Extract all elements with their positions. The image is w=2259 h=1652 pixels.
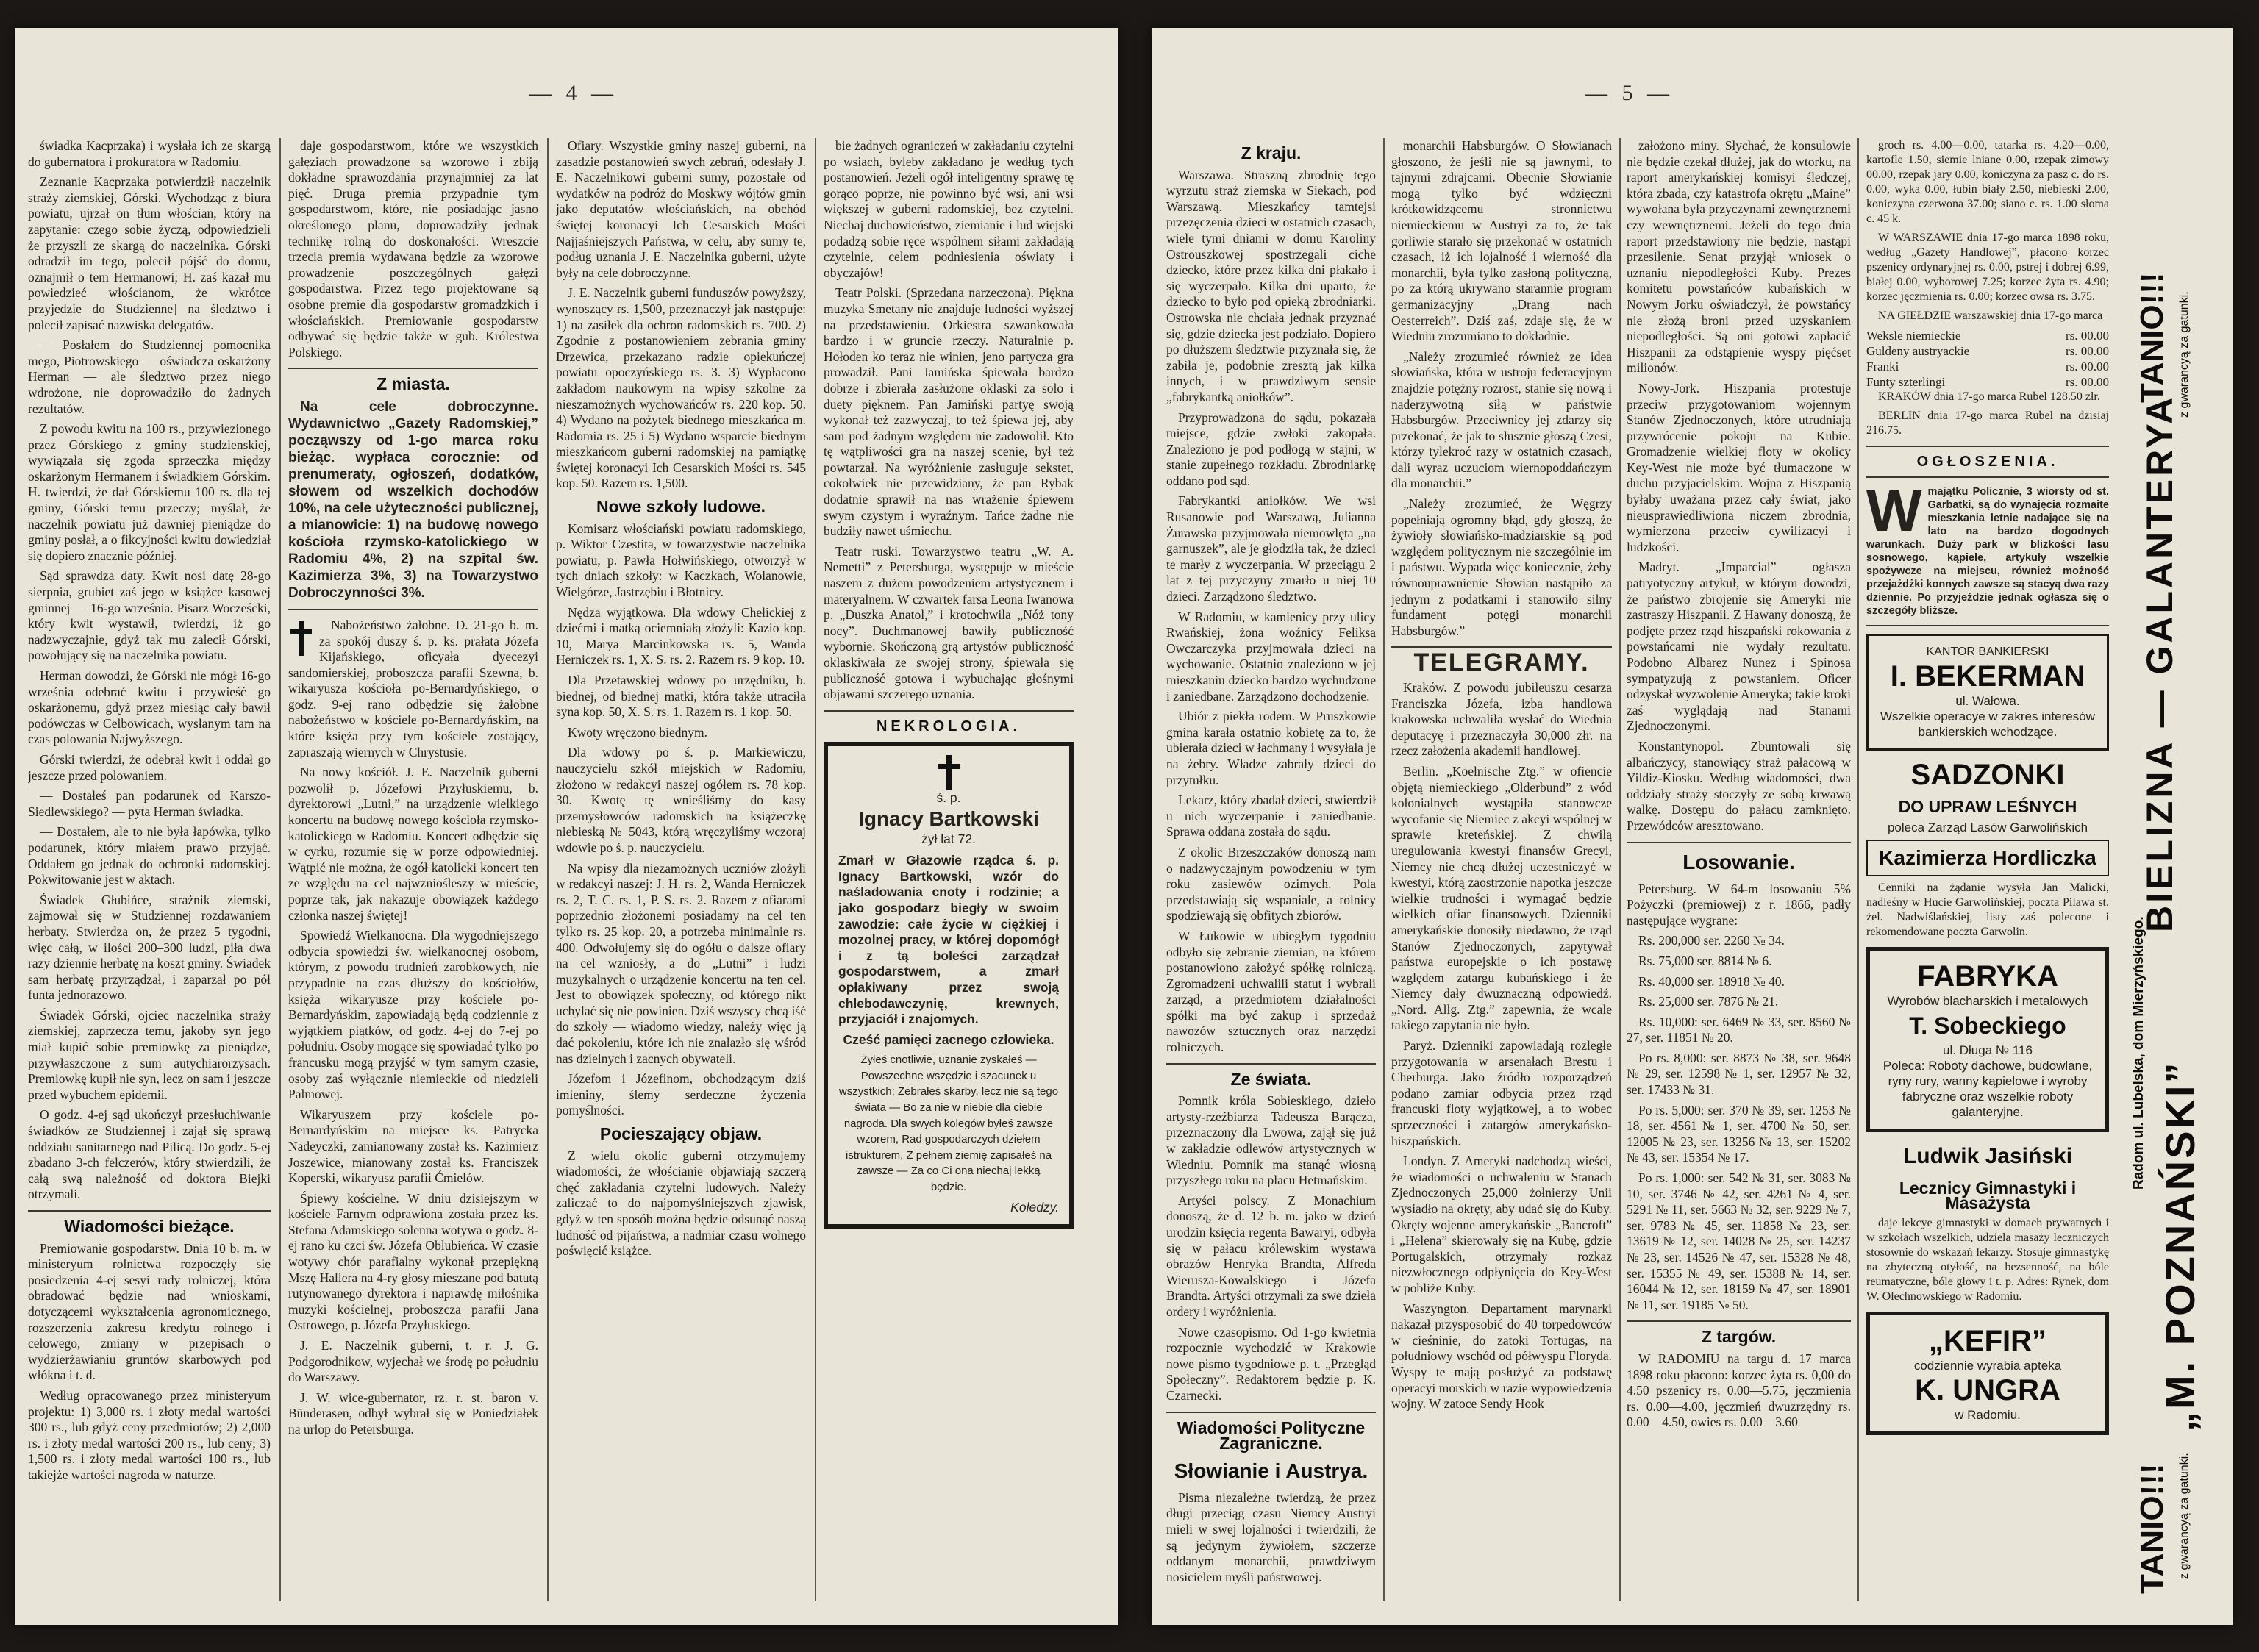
vertical-guarantee-top: z gwarancyą za gatunki.	[2178, 291, 2191, 418]
ad-sobecki-text: Poleca: Roboty dachowe, budowlane, ryny rury, wanny kąpielowe i wyroby fabryczne oraz wszelkie roboty galanteryjne.	[1882, 1059, 2093, 1119]
paragraph: Artyści polscy. Z Monachium donoszą, że d. 12 b. m. jako w dzień urodzin księcia regenta Bawaryi, odbyła się w pałacu królewskim wystawa obrazów Henryka Brandta, Alfreda Wierusza-Kowalskiego i Józefa Brandta. Artyści otrzymali za swe dzieła ordery i wyróżnienia.	[1166, 1192, 1376, 1319]
ad-sadzonki-text: poleca Zarząd Lasów Garwolińskich	[1887, 820, 2088, 834]
ad-sadzonki-text2: Cenniki na żądanie wysyła Jan Malicki, nadleśny w Hucie Garwolińskiej, poczta Pilawa st. żel. Nadwiślańskiej, listy zaś polecone i rekomendowane poczta Garwolin.	[1866, 882, 2109, 938]
obituary-cross	[838, 755, 1059, 790]
ad-kefir-name: K. UNGRA	[1915, 1374, 2060, 1406]
market-quotes: groch rs. 4.00—0.00, tatarka rs. 4.20—0.00, kartofle 1.50, siemie lniane 0.00, rzepak zimowy 00.00, rzepak jary 0.00, koniczyna za pasz c. do rs. 0.00, wyka 0.00, łubin biały 2.50, niebieski 2.00, koniczyna czerwona 37.00; siano c. rs. 1.00 słoma c. 45 k.	[1866, 139, 2109, 225]
exchange-title: NA GIEŁDZIE warszawskiej dnia 17-go marca	[1878, 310, 2103, 322]
paragraph: Na wpisy dla niezamożnych uczniów złożyli w redakcyi naszej: J. H. rs. 2, Wanda Herniczek rs. 2, T. C. rs. 1, P. S. rs. 2. Razem z ofiarami poprzednio złożonemi posiadamy na cel ten tylko rs. 25 kop. 20, a potrzeba minimalnie rs. 400. Odwołujemy się do ogółu o dalsze ofiary na cel wzniosły, a do „Lutni” i ludzi muzykalnych o urządzenie koncertu na ten cel. Jest to obowiązek społeczny, od którego nikt uchylać się nie powinien. Dziś wszyscy chcą iść do szkoły — wiadomo wiedzy, należy więc ją dać pokoleniu, które ich nie znalazło się wśród nas dzielnych i zacnych obywateli.	[556, 860, 806, 1066]
losowanie-row: Rs. 25,000 ser. 7876 № 21.	[1638, 994, 1779, 1009]
paragraph: Herman dowodzi, że Górski nie mógł 16-go września odebrać kwitu i przywieść go oskarżonemu, gdyż przez miesiąc cały bawił podówczas w Celbowicach, wysłanym tam na czas polowania Najwyższego.	[28, 668, 271, 747]
losowanie-title: Losowanie.	[1682, 850, 1795, 873]
vertical-tanio-bottom: TANIO!!!	[2134, 1463, 2170, 1594]
vertical-tanio-top: TANIO!!!	[2134, 272, 2170, 403]
paragraph: — Dostałem, ale to nie była łapówka, tylko podarunek, który miałem prawo przyjąć. Oddałem go jednak do ochronki radomskiej. Pokwitowanie jest w aktach.	[28, 824, 271, 887]
warsaw-quotes: W WARSZAWIE dnia 17-go marca 1898 roku, według „Gazety Handlowej”, płacono korzec pszenicy ordynaryjnej rs. 0.00, pstrej i dobrej 6.99, białej 0.00, wyborowej 7.25; korzec żyta rs. 4.90; korzec jęczmienia rs. 0.00; korzec owsa rs. 3.75.	[1866, 232, 2109, 303]
paragraph: Teatr ruski. Towarzystwo teatru „W. A. Nemetti” z Petersburga, występuje w mieście naszem z dużem powodzeniem artystycznem i materyalnem. W czwartek farsa Leona Iwanowa p. „Duszka Anatol,” i krotochwila „Nóż tony nocy”. Duchmanowej bawiły publiczność wybornie. Skończoną grą artystów publiczność oklaskiwała ze swojej strony, śpiewała się publiczność gotowa i wybuchając głośnymi objawami szczerego uznania.	[824, 543, 1074, 702]
ad-bekerman-address: ul. Wałowa.	[1955, 694, 2020, 708]
obituary-farewell: Cześć pamięci zacnego człowieka.	[843, 1031, 1054, 1047]
paragraph: Nędza wyjątkowa. Dla wdowy Chełickiej z dziećmi i matką ociemniałą złożyli: Kazio kop. 10, Marya Marcinkowska rs. 5, Wanda Herniczek rs. 1, X. S. rs. 2. Razem rs. 9 kop. 10.	[556, 604, 806, 668]
ad-policznie-text: majątku Policznie, 3 wiorsty od st. Garbatki, są do wynajęcia rozmaite mieszkania letnie nadające się na lato na bardzo dogodnych warunkach. Duży park w blizkości lasu sosnowego, kąpiele, artykuły wszelkie spożywcze na miejscu, również możność przejażdżki konnych zawsze są stacyą dwa razy dziennie. Po przyjeździe jednak ogłasza się o szczegóły bliższe.	[1866, 486, 2109, 617]
paragraph: daje gospodarstwom, które we wszystkich gałęziach prowadzone są wzorowo i zbiją dokładne sprawozdania przynajmniej za lat pięć. Druga premia przypadnie tym gospodarstwom, które, nie posiadając jasno określonego planu, doprowadziły jednak technikę rolną do doskonałości. Wreszcie trzecia premia wydawana będzie za wzorowe prowadzenie poszczególnych gałęzi gospodarstwa. Przez tego projektowane są osobne premie dla gospodarstw gromadzkich i włościańskich. Premiowanie gospodarstw odbywać się będzie także w gub. Królestwa Polskiego.	[288, 138, 538, 360]
paragraph: J. W. wice-gubernator, rz. r. st. baron v. Bünderasen, odbył wybrał się w Poniedziałek na urlop do Petersburga.	[288, 1390, 538, 1437]
paragraph: — Dostałeś pan podarunek od Karszo-Siedlewskiego? — pyta Herman świadka.	[28, 788, 271, 819]
paragraph: Zeznanie Kacprzaka potwierdził naczelnik straży ziemskiej, Górski. Wychodząc z biura powiatu, ujrzał on tłum włościan, który na zapytanie: czego sobie życzą, odpowiedzieli że przyszli ze skargą do naczelnika. Górski odradził im tego, polecił pójść do domu, oznajmił o tem Hermanowi; H. zaś kazał mu powiedzieć włościanom, że wkrótce przyjedzie do Studzienne] na śledztwo i polecił zapisać nazwiska delegatów.	[28, 174, 271, 332]
cross-icon	[288, 621, 313, 656]
losowanie-row: Po rs. 5,000: ser. 370 № 39, ser. 1253 № 18, ser. 4561 № 1, ser. 4700 № 50, ser. 12005 № 23, ser. 13256 № 13, ser. 15202 № 43, ser. 15354 № 17.	[1627, 1102, 1851, 1165]
paragraph: Z okolic Brzeszczaków donoszą nam o nadzwyczajnym powodzeniu w tym roku zasiewów ozimych. Pola przedstawiają się wspaniale, a rolnicy spodziewają się obfitych zbiorów.	[1166, 844, 1376, 923]
exchange-label: Franki	[1866, 360, 1899, 373]
paragraph: Kwoty wręczono biednym.	[568, 724, 708, 740]
paragraph: świadka Kacprzaka) i wysłała ich ze skargą do gubernatora i prokuratora w Radomiu.	[28, 138, 271, 169]
section-title: Wiadomości Polityczne Zagraniczne.	[1177, 1417, 1366, 1453]
column-rule	[1383, 138, 1385, 1601]
ad-kefir-sub: codziennie wyrabia apteka	[1913, 1359, 2062, 1373]
paragraph: Ubiór z piekła rodem. W Pruszkowie gmina karała ostatnio kobietę za to, że ubierała dzieci w łachmany i wysyłała je na żebry. Władze zabrały dzieci do przytułku.	[1166, 709, 1376, 787]
vertical-guarantee-bottom: z gwarancyą za gatunki.	[2178, 1453, 2191, 1579]
left-column-4	[824, 138, 1074, 1601]
paragraph: bie żadnych ograniczeń w zakładaniu czytelni po wsiach, byleby zakładano je według tych postanowień. Jeżeli ogół inteligentny sprawę tę gorąco poprze, nie powinno być wsi, ani wsi większej w guberni radomskiej, bez czytelni. Niechaj duchowieństwo, ziemianie i lud wiejski podadzą sobie ręce wspólnem siłami zakładają czytelnie, celem podniesienia oświaty i obyczajów!	[824, 138, 1074, 280]
divider	[1627, 1320, 1851, 1322]
left-column-3	[556, 138, 806, 1601]
left-column-1	[28, 138, 271, 1601]
paragraph: Nowy-Jork. Hiszpania protestuje przeciw przygotowaniom wojennym Stanów Zjednoczonych, które utrudniają przywrócenie pokoju na Kubie. Gromadzenie wielkiej floty w okolicy Key-West nie może być tłumaczone w duchu przyjacielskim. Wojna z Hiszpanią byłaby uważana przez cały świat, jako nieusprawiedliwiona niczem zbrodnia, wymierzona przeciw cywilizacyi i ludzkości.	[1627, 380, 1851, 554]
ad-kefir-city: w Radomiu.	[1955, 1408, 2021, 1422]
divider	[1166, 1063, 1376, 1065]
exchange-value: rs. 00.00	[2065, 360, 2109, 373]
losowanie-row: Rs. 75,000 ser. 8814 № 6.	[1638, 953, 1772, 968]
section-title: Nowe szkoły ludowe.	[596, 497, 766, 517]
exchange-row	[1866, 374, 2109, 390]
paragraph: Komisarz włościański powiatu radomskiego, p. Wiktor Czestita, w towarzystwie naczelnika powiatu, p. Pawła Hołwińskiego, otworzył w tych dniach szkoły: w Kaczkach, Wolanowie, Wielgórze, Jastrzębiu i Błotnicy.	[556, 521, 806, 600]
obituary-age: żył lat 72.	[921, 831, 976, 846]
divider	[28, 1210, 271, 1212]
ad-sadzonki-name: Kazimierza Hordliczka	[1866, 840, 2109, 876]
page-number-right: — 5 —	[1585, 81, 1674, 105]
paragraph: Z powodu kwitu na 100 rs., przywiezionego przez Górskiego z gminy studzienskiej, wywiązała się zgoda sprzeczka między oskarżonym Hermanem i świadkiem Górskim. H. twierdzi, że dał Górskiemu 100 rs. dla tej gminy, Górski temu przeczy; myślał, że naczelnik powiatu już dawniej pieniądze do gminy posłał, a o fikcyjności kwitu dowiedział się dopiero znacznie później.	[28, 421, 271, 563]
column-rule	[815, 138, 816, 1601]
paragraph: Świadek Głubińce, strażnik ziemski, zajmował się w Studziennej rozdawaniem herbaty. Stwierdza on, że przez 5 tygodni, więc całą, w ilości 200–300 ludzi, piła dwa razy dziennie herbatę na koszt gminy. Świadek sam herbatę przyrządzał, i zaparzał po pół funta jednorazowo.	[28, 892, 271, 1003]
paragraph: Śpiewy kościelne. W dniu dzisiejszym w kościele Farnym odprawiona została przez ks. Stefana Adamskiego solenna wotywa o godz. 8-ej rano ku czci św. Józefa Oblubieńca. W czasie wotywy chór parafialny wykonał przepiękną Mszę Hallera na 4-ry głosy mieszane pod batutą rutynowanego dyrektora i naprawdę miłośnika muzyki kościelnej, proboszcza parafii Jana Ostrowego, p. Józefa Przyłuskiego.	[288, 1190, 538, 1333]
paragraph: „Należy zrozumieć, że Węgrzy popełniają ogromny błąd, gdy głoszą, że żywioły słowiańsko-madziarskie są pod względem politycznym nie szczególnie im i państwu. Wypada więc koniecznie, żeby równouprawnienie Słowian nastąpiło za jednym z podatkami i stanowiło silny fundament potęgi monarchii Habsburgów.”	[1391, 496, 1612, 638]
paragraph: „Należy zrozumieć również ze idea słowiańska, która w ustroju federacyjnym znajdzie potężny rozrost, stanie się nową i naderzywotną siłą w państwie Habsburgów. Przeciwnicy jej zdarzy się przekonać, że jak to słusznie głoszą Czesi, którzy tylekroć razy w ostatnich czasach, dali wyraz uczuciom wiernopoddańczym dla monarchii.”	[1391, 348, 1612, 491]
divider	[1627, 842, 1851, 843]
paragraph: Pomnik króla Sobieskiego, dzieło artysty-rzeźbiarza Tadeusza Barącza, przeznaczony dla Lwowa, zajął się już w zakładzie odlewów artystycznych w Wiedniu. Pomnik ma stanąć wiosną przyszłego roku na placu Hetmańskim.	[1166, 1093, 1376, 1188]
paragraph: Lekarz, który zbadał dzieci, stwierdził u nich wyczerpanie i zaniedbanie. Sprawa oddana została do sądu.	[1166, 793, 1376, 840]
losowanie-row: Rs. 200,000 ser. 2260 № 34.	[1638, 933, 1785, 948]
targow-text: W RADOMIU na targu d. 17 marca 1898 roku płacono: korzec żyta rs. 0,00 do 4.50 pszenicy rs. 0.00—5.75, jęczmienia rs. 0.00—4.00, jęczmień dwuzrzędny rs. 0.00—4.50, owies rs. 0.00—3.60	[1627, 1351, 1851, 1430]
right-column-2	[1391, 138, 1612, 1601]
column-rule	[1619, 138, 1621, 1601]
column-rule	[547, 138, 549, 1601]
exchange-row	[1866, 359, 2109, 374]
obituary-signature: Koledzy.	[1010, 1199, 1059, 1215]
divider	[1866, 625, 2109, 626]
paragraph: Wikaryuszem przy kościele po-Bernardyńskim na miejsce ks. Patrycka Nadeyczki, zamianowany został ks. Kazimierz Joszewice, mianowany został ks. Franciszek Koperski, wikaryusz parafii Ćmielów.	[288, 1106, 538, 1186]
paragraph: Premiowanie gospodarstw. Dnia 10 b. m. w ministeryum rolnictwa rozpoczęły się posiedzenia 4-ej sesyi rady rolniczej, która obradować będzie nad wnioskami, dotyczącemi wykształcenia agronomicznego, rozszerzenia zakresu kredytu rolnego i celowego, zmiany w przepisach o wydzierżawianiu gruntów skarbowych pod włókna i t. d.	[28, 1240, 271, 1383]
exchange-value: rs. 00.00	[2065, 344, 2109, 358]
obituary-sp: ś. p.	[936, 790, 961, 806]
paragraph: J. E. Naczelnik guberni funduszów powyższy, wynoszący rs. 1,500, przeznaczył jak następuje: 1) na zasiłek dla ochron radomskich rs. 700. 2) Zgodnie z postanowieniem zebrania gminy Drzewica, przekazano radzie opiekuńczej powiatu opoczyńskiego rs. 3. 3) Wypłacono zakładom naukowym na wpisy szkolne za nieszamożnych wychowańców rs. 220 kop. 50. 4) Wydano na pożytek biednego mieszkańca m. Radomia rs. 25 i 5) Wydano wsparcie biednym mieszkańcom guberni radomskiej na pamiątkę świętej koronacyi Ich Cesarskich Mości rs. 545 kop. 50. Razem rs. 1,500.	[556, 285, 806, 491]
paragraph: Waszyngton. Departament marynarki nakazał przysposobić do 40 torpedowców w cieśninie, do zatoki Tortugas, na południowy wschód od półwyspu Floryda. Wyspy te mają posłużyć za podstawę operacyi morskich w razie wypowiedzenia wojny. W zatoce Sendy Hook	[1391, 1301, 1612, 1412]
paragraph: Ofiary. Wszystkie gminy naszej guberni, na zasadzie postanowień swych zebrań, odesłały J. E. Naczelnikowi guberni sumy, pozostałe od wydatków na podróż do Moskwy wójtów gmin jako deputatów włościańskich, na obchód świętej koronacyi Ich Cesarskich Mości Najjaśniejszych Państwa, w celu, aby sumy te, podług uznania J. E. Naczelnika guberni, użyte były na cele dobroczynne.	[556, 138, 806, 280]
cross-icon	[936, 755, 961, 790]
paragraph: Teatr Polski. (Sprzedana narzeczona). Piękna muzyka Smetany nie znajduje ludności wyższej na przedstawieniu. Orkiestra szwankowała bardzo i w gruncie rzeczy. Naturalnie p. Hołoden ko teraz nie winien, jeno partycza gra prowadził. Pani Jamińska śpiewała bardzo dobrze i zbierała zasłużone oklaski za solo i duety pięknem. Pan Jamiński partyę swoją wykonał też zazwyczaj, to też śpiewa jej, aby sam pod żadnym względem nie zadowolił. Kto tę wątpliwości gra na naszej scenie, był też powtarzał. Na wyróżnienie zasługuje sekstet, cokolwiek nie przewidziany, że pan Rybak dodatnie sprawił na nas wrażenie śpiewem swym czystym i wyraźnym. Tańce żadne nie budziły nawet uśmiechu.	[824, 285, 1074, 539]
paragraph: W Radomiu, w kamienicy przy ulicy Rwańskiej, żona woźnicy Feliksa Owczarczyka przyjmowała dzieci na wychowanie. Ostatnio znaleziono w jej mieszkaniu dziecko bardzo wychudzone i zaniedbane. Zarządzono dochodzenie.	[1166, 609, 1376, 704]
paragraph: Londyn. Z Ameryki nadchodzą wieści, że wiadomości o uchwaleniu w Stanach Zjednoczonych 25,000 żołnierzy Unii wysiadło na okręty, aby udać się do Kuby. Okręty wojenne amerykańskie „Bancroft” i „Helena” skierowały się na Kubę, gdzie Portugalskich, otrzymały rozkaz niezwłocznego odpłynięcia do Key-West w pobliże Kuby.	[1391, 1154, 1612, 1295]
obituary-text: Zmarł w Głazowie rządca ś. p. Ignacy Bartkowski, wzór do naśladowania cnoty i rodzinie; a jako gospodarz biegły w swoim zawodzie: całe życie w ciężkiej i mozolnej pracy, w której dopomógł i z tą boleści zarządzał gospodarstwem, a zmarł opłakiwany przez swoją chlebodawczynię, krewnych, przyjaciół i znajomych.	[838, 853, 1059, 1027]
ogloszenia-title: OGŁOSZENIA.	[1916, 454, 2059, 470]
divider	[288, 609, 538, 610]
paragraph: Fabrykantki aniołków. We wsi Rusanowie pod Warszawą, Julianna Żurawska przyjmowała niemowlęta „na garnuszek”, ale je głodziła tak, że dzieci te marły z wyczerpania. W przeciągu 2 lat z tej przyczyny zmarło u niej 10 dzieci. Zarządzono śledztwo.	[1166, 493, 1376, 604]
ad-kefir	[1866, 1312, 2109, 1435]
exchange-row	[1866, 343, 2109, 359]
ad-kefir-title: „KEFIR”	[1929, 1325, 2046, 1357]
paragraph: Według opracowanego przez ministeryum projektu: 1) 3,000 rs. i złoty medal wartości 300 rs., lub gdyż ceny przedmiotów; 2) 2,000 rs. i złoty medal wartości 200 rs., lub ceny; 3) 1,500 rs. i złoty medal wartości 100 rs., lub takiejże wartości nagroda w naturze.	[28, 1387, 271, 1482]
exchange-value: rs. 00.00	[2065, 375, 2109, 389]
section-title: Słowianie i Austrya.	[1174, 1459, 1368, 1482]
ad-sobecki-sub: Wyrobów blacharskich i metalowych	[1887, 994, 2088, 1008]
ad-bekerman-kantor: KANTOR BANKIERSKI	[1926, 646, 2049, 658]
section-title: Ze świata.	[1230, 1069, 1312, 1089]
divider	[824, 710, 1074, 712]
paragraph: Paryż. Dzienniki zapowiadają rozległe przygotowania w arsenałach Brestu i Cherburga. Jako źródło rozporządzeń podano zamiar odbycia przez rząd francuski floty wyjątkowej, a to wobec sprzeczności i zatargów amerykańsko-hiszpańskich.	[1391, 1038, 1612, 1148]
right-column-3	[1627, 138, 1851, 1601]
paragraph: Madryt. „Imparcial” ogłasza patryotyczny artykuł, w którym dowodzi, że państwo zbrojenie się Ameryki nie zastraszy Hiszpanii. Z Hawany donoszą, że podjęte przez rząd hiszpański rokowania z powstańcami nie wydały rezultatu. Podobno Albarez Nunez i Spinosa sympatyzują z powstaniem. Oficer odzyskał wyzwolenie Ameryka; takie kroki zaś wyglądają nad Stanami Zjednoczonymi.	[1627, 559, 1851, 734]
paragraph: — Posłałem do Studziennej pomocnika mego, Piotrowskiego — oświadcza oskarżony Herman — ale śledztwo przez niego wdrożone, nie doprowadziło do żadnych rezultatów.	[28, 337, 271, 416]
column-rule	[1857, 138, 1859, 1601]
losowanie-row: Po rs. 1,000: ser. 542 № 31, ser. 3083 № 10, ser. 3746 № 42, ser. 4261 № 4, ser. 5291 № 11, ser. 5663 № 32, ser. 9229 № 7, ser. 9783 № 45, ser. 11858 № 23, ser. 13619 № 12, ser. 14028 № 25, ser. 14237 № 23, ser. 14526 № 47, ser. 15328 № 48, ser. 15355 № 49, ser. 15388 № 14, ser. 16044 № 12, ser. 18159 № 47, ser. 18901 № 11, ser. 19185 № 50.	[1627, 1170, 1851, 1312]
paragraph: Kraków. Z powodu jubileuszu cesarza Franciszka Józefa, izba handlowa krakowska uchwaliła wysłać do Wiednia deputacyę i przeznaczyła 30,000 złr. na rzecz założenia akademii handlowej.	[1391, 680, 1612, 759]
ad-sadzonki	[1866, 758, 2109, 940]
left-column-2	[288, 138, 538, 1601]
mourning-cross-wrap	[288, 621, 313, 656]
krakow-quotes: KRAKÓW dnia 17-go marca Rubel 128.50 złr.	[1878, 390, 2100, 403]
telegrams-title: TELEGRAMY.	[1413, 648, 1590, 677]
paragraph: założono miny. Słychać, że konsulowie nie będzie czekał dłużej, jak do wtorku, na raport amerykańskiej komisyi śledczej, która zbada, czy katastrofa okrętu „Maine” wywołana była przyczynami zewnętrznemi czy wewnętrznemi. Jeżeli do tego dnia raport przedstawiony nie będzie, nastąpi przesilenie. Senat przyjął wniosek o uznaniu niepodległości Kuby. Prezes komitetu powstańców kubańskich w Nowym Jorku oświadczył, że powstańcy nie złożą broni przed uzyskaniem niepodległości. Są oni gotowi zapłacić Hiszpanii za odstąpienie wyspy pięćset milionów.	[1627, 138, 1851, 376]
paragraph: Górski twierdzi, że odebrał kwit i oddał go jeszcze przed polowaniem.	[28, 751, 271, 783]
ad-bekerman-text: Wszelkie operacye w zakres interesów bankierskich wchodzące.	[1880, 709, 2095, 739]
paragraph: Berlin. „Koelnische Ztg.” w ofiencie objętą niemieckiego „Olderbund” z wód kołonialnych wystąpiła stanowcze wycofanie się Niemiec z akcyi wspólnej w sprawie kreteńskiej. Z chwilą uregulowania kwestyi finansów Grecyi, Niemcy nie chcą dłużej uczestniczyć w kwestyi, którą zaostrzonie napotka jeszcze wielkie trudności i wymagać będzie wielkich ofiar finansowych. Dzienniki amerykańskie donosiły niedawno, że rząd Stanów Zjednoczonych, zapytywał państwa europejskie o ich postawę względem zatargu kubańskiego i że Niemcy dały dwuznaczną odpowiedź. „Nord. Allg. Ztg.” zapewnia, że wcale takiego zapytania nie było.	[1391, 763, 1612, 1033]
ad-bekerman-name: I. BEKERMAN	[1890, 660, 2085, 693]
ad-jasinski	[1866, 1140, 2109, 1304]
paragraph: Dla Przetawskiej wdowy po urzędniku, b. biednej, od biednej matki, która także utraciła syna kop. 50, X. S. rs. 1. Razem rs. 1 kop. 50.	[556, 673, 806, 720]
paragraph: Józefom i Józefinom, obchodzącym dziś imieniny, ślemy serdeczne życzenia pomyślności.	[556, 1071, 806, 1118]
ad-jasinski-name: Ludwik Jasiński	[1902, 1144, 2073, 1168]
berlin-quotes: BERLIN dnia 17-go marca Rubel na dzisiaj 216.75.	[1866, 410, 2109, 437]
vertical-address: Radom ul. Lubelska, dom Mierzyńskiego.	[2131, 916, 2146, 1190]
right-column-4	[1866, 138, 2109, 1601]
column-rule	[279, 138, 281, 1601]
right-column-1	[1166, 138, 1376, 1601]
losowanie-row: Rs. 40,000 ser. 18918 № 40.	[1638, 973, 1785, 989]
paragraph: Pisma niezależne twierdzą, że przez długi przeciąg czasu Niemcy Austryi mieli w swej lojalności i twierdzili, że są jedynym żywiołem, szczerze oddanym monarchii, prawdziwym nosicielem myśli państwowej.	[1166, 1490, 1376, 1584]
ad-sobecki	[1866, 947, 2109, 1132]
divider	[1166, 1412, 1376, 1413]
right-page	[1152, 28, 2233, 1625]
paragraph: Przyprowadzona do sądu, pokazała miejsce, gdzie zwłoki zakopała. Znaleziono je pod podłogą w stajni, w stanie zupełnego rozkładu. Zbrodniarkę oddano pod sąd.	[1166, 410, 1376, 488]
page-number-left: — 4 —	[529, 81, 618, 105]
ad-sobecki-address: ul. Długa № 116	[1943, 1043, 2033, 1057]
paragraph: O godz. 4-ej sąd ukończył przesłuchiwanie świadków ze Studziennej i zajął się sprawą oddziału sanitarnego nad Pilicą. Do godz. 5-ej zbadano 3-ch felczerów, który stwierdzili, że całą swą należność od doktora Biejki otrzymali.	[28, 1107, 271, 1202]
exchange-label: Weksle niemieckie	[1866, 329, 1961, 343]
ad-policznie	[1866, 478, 2109, 618]
losowanie-row: Rs. 10,000: ser. 6469 № 33, ser. 8560 № 27, ser. 11851 № 20.	[1627, 1014, 1851, 1045]
paragraph: Świadek Górski, ojciec naczelnika straży ziemskiej, zaprzecza temu, jakoby syn jego miał kupić sobie premiowkę za pieniądze, przywłaszczone z sum autychiarorzysach. Premiowkę kupił nie syn, lecz on sam i jeszcze przed wybuchem epidemii.	[28, 1007, 271, 1102]
paragraph: W Łukowie w ubiegłym tygodniu odbyło się zebranie ziemian, na którem postanowiono założyć spółkę rolniczą. Zgromadzeni uchwalili statut i wybrali zarząd, a przedmiotem działalności spółki ma być zakup i sprzedaż nawozów sztucznych oraz narzędzi rolniczych.	[1166, 928, 1376, 1055]
ad-sadzonki-title: SADZONKI	[1910, 759, 2065, 791]
ad-jasinski-text: daje lekcye gimnastyki w domach prywatnych i w szkołach wszelkich, udziela masaży leczniczych stosownie do wskazań lekarzy. Stosuje gimnastykę na zbyteczną otyłość, na bezsenność, na bóle reumatyczne, bóle głowy i t. p. Adres: Rynek, dom W. Olechnowskiego w Radomiu.	[1866, 1217, 2109, 1303]
losowanie-row: Po rs. 8,000: ser. 8873 № 38, ser. 9648 № 29, ser. 12598 № 1, ser. 12957 № 32, ser. 17433 № 31.	[1627, 1050, 1851, 1098]
exchange-row	[1866, 328, 2109, 343]
obituary-poem: Żyłeś cnotliwie, uznanie zyskałeś — Powszechne wszędzie i szacunek u wszystkich; Zebrałeś skarby, lecz nie są tego świata — Bo za nie w niebie dla ciebie nagroda. Dla swych kolegów byłeś zawsze wzorem, Rad gospodarczych dziełem istrukturem, Z pełnem ziemię zapisałeś na zawsze — Za co Ci ona niechaj lekką będzie.	[838, 1054, 1059, 1194]
obituary-box	[824, 742, 1074, 1229]
paragraph: monarchii Habsburgów. O Słowianach głoszono, że jeśli nie są jawnymi, to tajnymi zdrajcami. Obecnie Słowianie mogą tylko być wdzięczni krótkowidzącemu stronnictwu niemieckiemu w Austryi za to, że tak gorliwie starało się przekonać w ostatnich czasach, iż ich lojalność i wierność dla monarchii, była tylko zasłoną polityczną, po za którą ukrywano starannie program germanizacyjny „Drang nach Oesterreich”. Dziś zaś, zdaje się, że w Wiedniu zrozumiano to dokładnie.	[1391, 138, 1612, 344]
paragraph: Z wielu okolic guberni otrzymujemy wiadomości, że włościanie objawiają szczerą chęć zakładania czytelni ludowych. Należy zaliczać to do najpomyślniejszych zjawisk, gdyż w ten sposób można będzie odsunąć naszą ludność od pijaństwa, a nadmiar czasu wolnego poświęcić książce.	[556, 1148, 806, 1259]
ad-sobecki-name: T. Sobeckiego	[1909, 1012, 2066, 1039]
section-title: Z kraju.	[1241, 143, 1302, 162]
targow-title: Z targów.	[1701, 1327, 1777, 1347]
section-title: Wiadomości bieżące.	[64, 1217, 235, 1236]
section-title: Z miasta.	[376, 374, 450, 394]
paragraph: Na nowy kościół. J. E. Naczelnik guberni pozwolił p. Józefowi Przyłuskiemu, b. dyrektorowi „Lutni,” na urządzenie wielkiego koncertu na budowę nowego kościoła rzymsko-katolickiego w Radomiu. Koncert odbędzie się w cyrku, rozumie się w porze odpowiedniej. Wątpić nie można, że ogół katolicki koncert ten ze względu na cel najwzniośleszy w mieście, poprze tak, jak nakazuje obowiązek każdego członka naszej świętej!	[288, 765, 538, 923]
divider	[288, 368, 538, 369]
ad-sadzonki-sub: DO UPRAW LEŚNYCH	[1898, 797, 2077, 816]
paragraph: Warszawa. Straszną zbrodnię tego wyrzutu straż ziemska w Siekach, pod Warszawą. Mieszkańcy tamtejsi przezęczenia dzieci w ostatnich czasach, wiele tymi dniami w domu Karoliny Ostrouszkowej spostrzegali ciche dziecko, które przez kilka dni płakało i się wyczerpało. Kilka dni uparto, że dziecko to było pod opieką zbrodniarki. Ostrowska nie chciała jednak przyznać się, gdzie dziecka jest podziało. Dopiero po dłuższem śledztwie przyznała się, że zabiła je, podobnie zresztą jak kilka innych, i w prawdziwym sensie „fabrykantką aniołków”.	[1166, 167, 1376, 404]
exchange-value: rs. 00.00	[2065, 329, 2109, 343]
exchange-label: Funty szterlingi	[1866, 375, 1946, 389]
ad-bekerman	[1866, 634, 2109, 751]
paragraph: Sąd sprawdza daty. Kwit nosi datę 28-go sierpnia, grubiet zaś jego w książce kasowej gminnej — 16-go września. Pisarz Wocześcki, który kwit wystawił, twierdzi, iż go nadzwyczajnie, gdyż tak mu zalecił Górski, powołujący się na naczelnika powiatu.	[28, 568, 271, 663]
paragraph: Dla wdowy po ś. p. Markiewiczu, nauczycielu szkół miejskich w Radomiu, złożono w redakcyi naszej ogółem rs. 78 kop. 30. Kwotę tę wnieśliśmy do kasy przemysłowców radomskich na książeczkę niebieską № 5043, którą wręczyliśmy wczoraj wdowie po ś. p. nauczycielu.	[556, 745, 806, 855]
ad-initial-letter: W	[1866, 478, 1922, 543]
losowanie-intro: Petersburg. W 64-m losowaniu 5% Pożyczki (premiowej) z r. 1866, padły następujące wygrane:	[1627, 881, 1851, 928]
vertical-advertisement	[2119, 138, 2222, 1601]
charity-notice: Na cele dobroczynne. Wydawnictwo „Gazety Radomskiej,” począwszy od 1-go marca roku bieżąc. wypłaca corocznie: od prenumeraty, ogłoszeń, dodatków, słowem od wszelkich dochodów 10%, na cele użyteczności publicznej, a mianowicie: 1) na budowę nowego kościoła rzymsko-katolickiego w Radomiu 4%, 2) na szpital św. Kazimierza 3%, 3) na Towarzystwo Dobroczynności 3%.	[288, 398, 538, 601]
divider	[1391, 646, 1612, 648]
paragraph: Nabożeństwo żałobne. D. 21-go b. m. za spokój duszy ś. p. ks. prałata Józefa Kijańskiego, oficyała dyecezyi sandomierskiej, proboszcza parafii Szewna, b. wikaryusza kościoła po-Bernardyńskiego, o godz. 9-ej rano odbędzie się żałobne nabożeństwo w kościele po-Bernardyńskim, na które księża przy tym kościele zostający, zapraszają wiernych w Chrystusie.	[288, 617, 538, 759]
section-title: Pocieszający objaw.	[599, 1124, 763, 1144]
left-page	[15, 28, 1118, 1625]
ad-sobecki-title: FABRYKA	[1917, 960, 2058, 993]
paragraph: Konstantynopol. Zbuntowali się albańczycy, stanowiący straż pałacową w Yildiz-Kiosku. Według wiadomości, dwa oddziały straży stoczyły ze sobą krwawą walkę. Dostępu do pałacu zamknięto. Przewódców aresztowano.	[1627, 738, 1851, 833]
nekrologia-title: NEKROLOGIA.	[876, 718, 1021, 734]
ad-jasinski-sub: Lecznicy Gimnastyki i Masażysta	[1899, 1179, 2077, 1212]
exchange-label: Guldeny austryackie	[1866, 344, 1970, 358]
obituary-name: Ignacy Bartkowski	[858, 807, 1039, 830]
vertical-poznanski: „M. POZNAŃSKI”	[2157, 1060, 2203, 1432]
divider	[1866, 446, 2109, 447]
paragraph: Spowiedź Wielkanocna. Dla wygodniejszego odbycia spowiedzi św. wielkanocnej osobom, którym, z powodu trudnień zarobkowych, nie przypadnie na czas dłuższy do kościołów, księża wikaryusze przy kościele po-Bernardyńskim, zapowiadają będą codziennie z wyjątkiem piątków, od godz. 4-ej do 7-ej po południu. Osoby mogące się spowiadać tylko po francusku mogą przyjść w tym samym czasie, osoby zaś wyłącznie niemieckie od niedzieli Palmowej.	[288, 928, 538, 1102]
paragraph: J. E. Naczelnik guberni, t. r. J. G. Podgorodnikow, wyjechał we środę po południu do Warszawy.	[288, 1338, 538, 1385]
paragraph: Nowe czasopismo. Od 1-go kwietnia rozpocznie wychodzić w Krakowie nowe pismo tygodniowe p. t. „Przegląd Społeczny”. Redaktorem będzie p. K. Czarnecki.	[1166, 1324, 1376, 1403]
vertical-bielizna: BIELIZNA — GALANTERYA	[2139, 394, 2180, 932]
